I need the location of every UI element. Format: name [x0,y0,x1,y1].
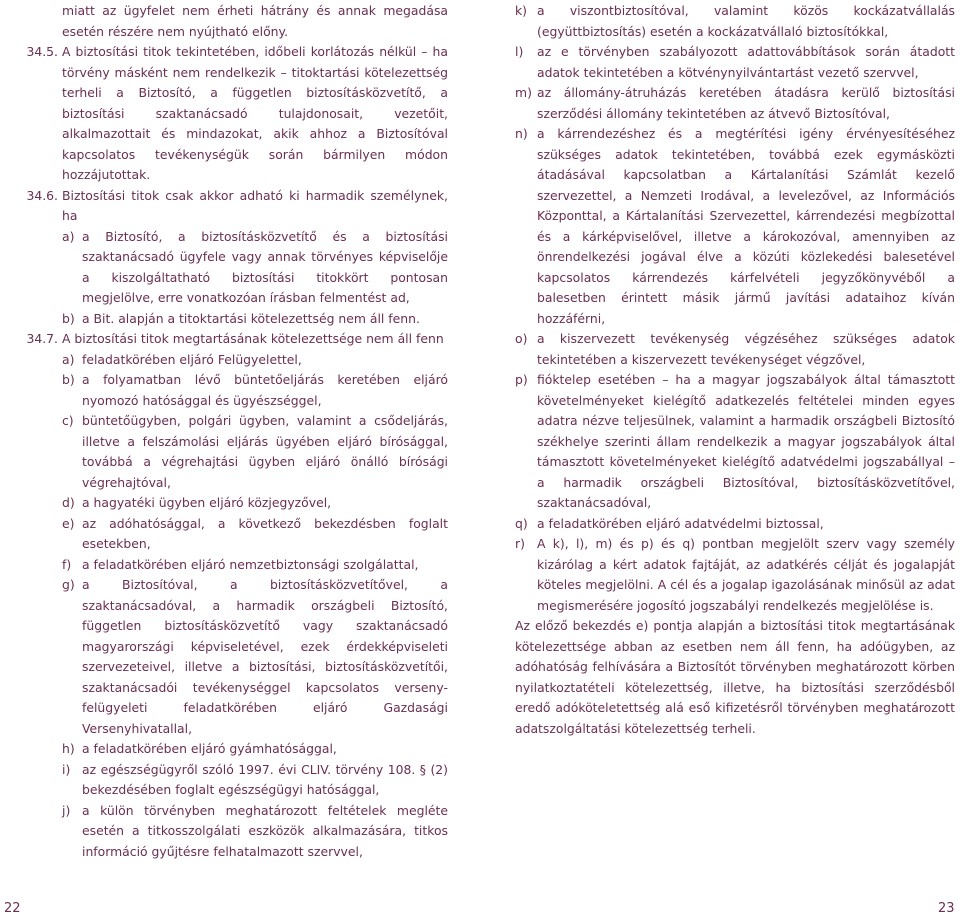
list-item [515,42,955,83]
list-item [515,1,955,42]
list-item [0,350,448,371]
section-34-5 [0,42,448,186]
section-number: 34.5. [26,44,58,59]
closing-paragraph: Az előző bekezdés e) pontja alapján a biztosítási titok megtartásának kötelezettsége abban az esetben nem áll fenn, ha adóügyben, az adóhatóság felhívására a Biztosítót törvényben meghatározott körben nyilatkoztatételi kötelezettség, illetve, ha biztosítási szerződésből eredő adóköteletettség alá eső kifizetésről törvényben meghatározott adatszolgáltatási kötelezettség terheli. [515,618,955,736]
list-item [0,411,448,493]
list-label: b) [62,372,75,387]
list-item [0,493,448,514]
list-label: q) [515,515,528,531]
intro-paragraph: miatt az ügyfelet nem érheti hátrány és annak megadása esetén részére nem nyújtható előny. [62,3,448,39]
list-text: a kárrendezéshez és a megtérítési igény érvényesítéséhez szükséges adatok tekintetében, továbbá ezek egymásközti átadásával kapcsolatban a Kártalanítási Számlát kezelő szervezettel, a Nemzeti Irodával, a levelezővel, az Információs Központtal, a Kártalanítási Szervezettel, kárrendezési megbízottal és a kárképviselővel, illetve a károkozóval, amennyiben az önrendelkezési jogával élve a közúti közlekedési balesetével kapcsolatos kárrendezés kárfelvételi jegyzőkönyvéből a balesetben érintett másik jármű javítási adataihoz kíván hozzáférni, [537,126,955,326]
list-text: fióktelep esetében – ha a magyar jogszabályok által támasztott követelményeket kielégítő adatkezelés feltételei minden egyes adatra nézve teljesülnek, valamint a harmadik országbeli Biztosító székhelye szerinti állam rendelkezik a magyar jogszabályok által támasztott követelményeket kielégítő adatvédelmi jogszabállyal – a harmadik országbeli Biztosítóval, biztosításközvetítővel, szaktanácsadóval, [537,372,955,510]
list-item [0,514,448,555]
list-item [515,534,955,616]
section-number: 34.6. [26,187,58,203]
list-item [515,370,955,514]
section-34-6 [0,186,448,227]
list-label: r) [515,536,525,551]
section-text: A biztosítási titok megtartásának kötelezettsége nem áll fenn [62,331,444,346]
list-item [0,370,448,411]
list-text: a külön törvényben meghatározott feltételek megléte esetén a titkosszolgálati eszközök alkalmazására, titkos információ gyűjtésre felhatalmazott szervvel, [82,802,448,859]
list-text: a feladatkörében eljáró nemzetbiztonsági szolgálattal, [82,556,419,572]
list-item [0,739,448,760]
list-label: i) [62,761,71,777]
list-text: feladatkörében eljáró Felügyelettel, [82,351,302,367]
list-item [0,801,448,863]
list-item [0,760,448,801]
list-label: k) [515,3,528,18]
list-item [0,227,448,309]
section-34-7 [0,329,448,350]
section-text: Biztosítási titok csak akkor adható ki harmadik személynek, ha [62,187,448,223]
list-label: d) [62,495,75,510]
list-text: az adóhatósággal, a következő bekezdésben foglalt esetekben, [82,515,448,551]
list-label: g) [62,577,75,592]
list-label: l) [515,44,524,59]
list-text: az egészségügyről szóló 1997. évi CLIV. törvény 108. § (2) bekezdésében foglalt egészségügyi hatósággal, [82,761,448,797]
list-label: h) [62,741,75,756]
list-text: a Bit. alapján a titoktartási kötelezettség nem áll fenn. [82,310,420,326]
list-label: a) [62,228,75,244]
page-number-left: 22 [4,901,21,916]
list-item [0,555,448,576]
list-item [0,575,448,739]
list-item [515,124,955,329]
list-label: n) [515,126,528,141]
list-text: a hagyatéki ügyben eljáró közjegyzővel, [82,495,332,510]
section-number: 34.7. [26,331,58,346]
list-text: a viszontbiztosítóval, valamint közös kockázatvállalás (együttbiztosítás) esetén a kockázatvállaló biztosítókkal, [537,3,955,39]
right-column [515,1,955,739]
list-text: a Biztosítóval, a biztosításközvetítővel, a szaktanácsadóval, a harmadik országbeli Biztosító, független biztosításközvetítő vagy szaktanácsadó magyarországi képviseletével, ezek érdekképviseleti szervezeteivel, illetve a biztosítási, biztosításközvetítői, szaktanácsadói tevékenységgel kapcsolatos verseny-felügyeleti feladatkörében eljáró Gazdasági Versenyhivatallal, [82,577,448,736]
list-text: a feladatkörében eljáró adatvédelmi biztossal, [537,515,824,531]
list-text: a Biztosító, a biztosításközvetítő és a biztosítási szaktanácsadó ügyfele vagy annak törvényes képviselője a kiszolgáltatható biztosítási titokkört pontosan megjelölve, erre vonatkozóan írásban felmentést ad, [82,228,448,305]
list-item [515,514,955,535]
left-column [0,1,448,862]
list-label: e) [62,515,75,531]
list-label: c) [62,413,74,428]
page-number-right: 23 [938,901,955,916]
list-text: a kiszervezett tevékenység végzéséhez szükséges adatok tekintetében a kiszervezett tevékenységet végzővel, [537,331,955,367]
list-text: az állomány-átruházás keretében átadásra kerülő biztosítási szerződési állomány tekintetében az átvevő Biztosítóval, [537,85,955,121]
section-text: A biztosítási titok tekintetében, időbeli korlátozás nélkül – ha törvény másként nem rendelkezik – titoktartási kötelezettség terheli a Biztosító, a független biztosításközvetítő, a biztosítási szaktanácsadó tulajdonosait, vezetőit, alkalmazottait és mindazokat, akik ahhoz a Biztosítóval kapcsolatos tevékenységük során bármilyen módon hozzájutottak. [62,44,448,182]
list-label: o) [515,331,528,346]
list-label: b) [62,310,75,326]
list-item [515,329,955,370]
list-text: büntetőügyben, polgári ügyben, valamint a csődeljárás, illetve a felszámolási eljárás ügyében eljáró bírósággal, továbbá a végrehajtási ügyben eljáró önálló bírósági végrehajtóval, [82,413,448,490]
list-label: m) [515,85,532,100]
list-label: j) [62,802,71,818]
list-text: A k), l), m) és p) és q) pontban megjelölt szerv vagy személy kizárólag a kért adatok fajtáját, az adatkérés célját és jogalapját köteles megjelölni. A cél és a jogalap igazolásának minősül az adat megismerésére jogosító jogszabályi rendelkezés megjelölése is. [537,536,955,613]
list-label: a) [62,351,75,367]
list-label: f) [62,556,72,572]
list-text: a folyamatban lévő büntetőeljárás keretében eljáró nyomozó hatósággal és ügyészséggel, [82,372,448,408]
list-item [515,83,955,124]
list-text: az e törvényben szabályozott adattovábbítások során átadott adatok tekintetében a kötvénynyilvántartást vezető szervvel, [537,44,955,80]
list-label: p) [515,372,528,387]
list-text: a feladatkörében eljáró gyámhatósággal, [82,741,337,756]
list-item [0,309,448,330]
